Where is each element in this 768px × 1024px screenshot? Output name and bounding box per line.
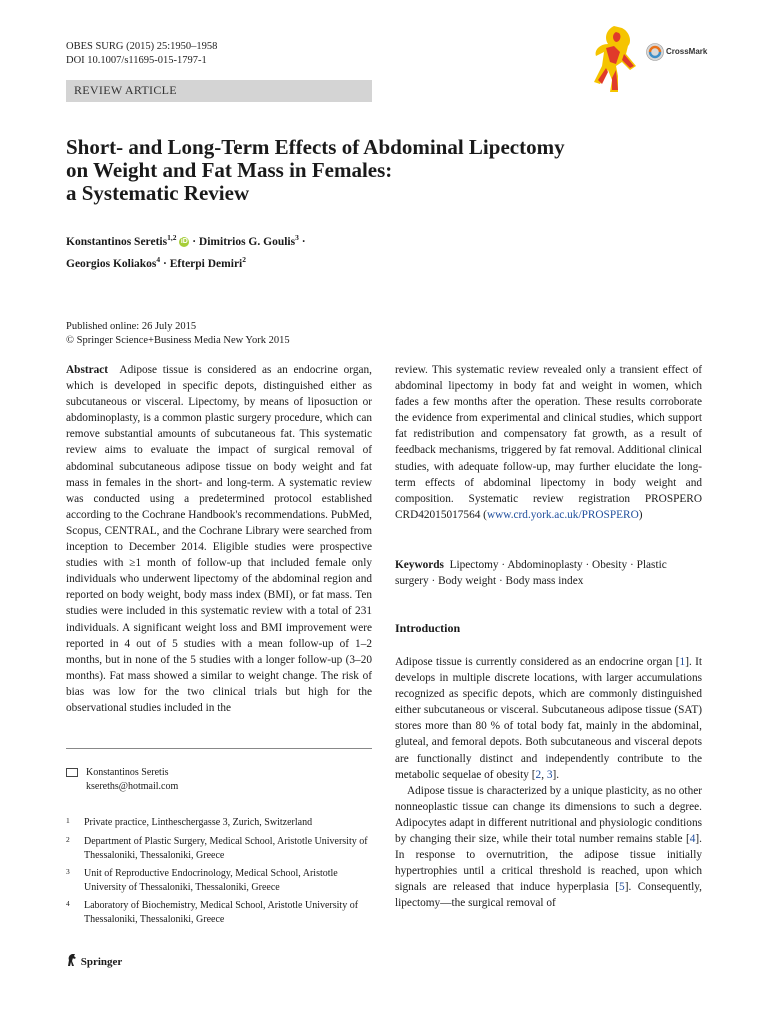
crossmark-icon [646,43,664,61]
springer-horse-icon [66,953,78,967]
intro-paragraph-1: Adipose tissue is currently considered as an endocrine organ [1]. It develops in multiple discrete locations, with larger accumulations recognized as specific depots, which are commonly distinguished either subcutaneous or visceral. Subcutaneous adipose tissue (SAT) stores more than 80 % of total body fat, mainly in the abdominal, gluteal, and femoral depots. Both subcutaneous and visceral depots are functionally distinct and independently contribute to the metabolic sequelae of obesity [2, 3]. [395,656,703,781]
footnote-divider [66,748,372,749]
doi: DOI 10.1007/s11695-015-1797-1 [66,55,207,66]
author-3[interactable]: Georgios Koliakos [66,257,157,270]
affiliation-2: 2 Department of Plastic Surgery, Medical School, Aristotle University of Thessaloniki, Thessaloniki, Greece [66,835,368,861]
keywords [395,557,702,589]
author-sep: · [189,235,199,248]
correspondence [66,766,372,793]
abstract-left-column [66,362,372,716]
author-2-affil: 3 [295,233,299,242]
abstract-text-right: review. This systematic review revealed only a transient effect of abdominal lipectomy in body fat and weight in women, which fades a few months after the operation. These results corroborate the evidence from experimental and clinical studies, which support fat redistribution and compensatory fat growth, as a result of feedback mechanisms, triggered by fat removal. Additional clinical studies, with adequate follow-up, may further elucidate the long-term effects of abdominal lipectomy in body weight and composition. Systematic review registration PROSPERO CRD42015017564 ( [395,364,702,521]
prospero-link[interactable]: www.crd.york.ac.uk/PROSPERO [486,508,639,521]
article-type-band [66,80,372,102]
ref-link[interactable]: 4 [689,833,696,846]
author-4-affil: 2 [242,254,246,264]
copyright: © Springer Science+Business Media New York 2015 [66,335,290,346]
author-list [66,229,486,273]
author-1-affil: 1,2 [167,233,177,242]
abstract-right-column [395,362,702,523]
publisher-name: Springer [80,956,123,968]
title-line-1: Short- and Long-Term Effects of Abdominal Lipectomy [66,135,565,159]
orcid-icon[interactable]: iD [180,238,188,246]
keywords-text: Lipectomy · Abdominoplasty · Obesity · Plastic surgery · Body weight · Body mass index [395,559,667,588]
author-4[interactable]: Efterpi Demiri [169,257,243,270]
author-sep: · [160,257,170,270]
affiliation-3: 3 Unit of Reproductive Endocrinology, Medical School, Aristotle University of Thessaloniki, Thessaloniki, Greece [66,867,338,893]
author-sep: · [298,235,306,248]
published-online: Published online: 26 July 2015 [66,321,197,332]
abstract-label: Abstract [66,364,109,376]
correspondence-name: Konstantinos Seretis [86,767,169,778]
title-line-3: a Systematic Review [66,181,250,205]
ref-link[interactable]: 2 [535,768,542,781]
ref-link[interactable]: 3 [546,768,553,781]
title-line-2: on Weight and Fat Mass in Females: [66,158,393,182]
publisher-logo [66,953,122,968]
introduction-heading: Introduction [395,621,461,635]
abstract-right-tail: ) [638,508,643,521]
ref-link[interactable]: 1 [679,656,686,668]
crossmark-badge[interactable] [646,42,706,62]
crossmark-label: CrossMark [666,47,708,56]
author-3-affil: 4 [156,254,161,264]
affiliation-1: 1 Private practice, Lintheschergasse 3, Zurich, Switzerland [66,816,313,828]
journal-citation: OBES SURG (2015) 25:1950–1958 [66,41,218,52]
article-title [66,136,666,205]
introduction-body [395,654,702,912]
intro-paragraph-2: Adipose tissue is characterized by a unique plasticity, as no other nonneoplastic tissue can change its dimensions to such a degree. Adipocytes adapt in different nutritional and physiologic conditions by changing their size, while their total number remains stable [4]. In response to overnutrition, the adipose tissue initially hypertrophies until a critical threshold is reached, upon which signals are released that induce hyperplasia [5]. Consequently, lipectomy—the surgical removal of [395,784,702,910]
correspondence-email[interactable]: ksereths@hotmail.com [86,780,179,792]
abstract-text-left: Adipose tissue is considered as an endocrine organ, which is developed in specific depots, distinguished either as subcutaneous or visceral. Lipectomy, by means of liposuction or abdominoplasty, is a common plastic surgery procedure, which can remove substantial amounts of subcutaneous fat. This systematic review aims to evaluate the impact of surgical removal of abdominal subcutaneous adipose tissue on body weight and fat mass in females in the short- and long-term. A systematic review was conducted using a predetermined protocol established according to the Cochrane Handbook's recommendations. PubMed, Scopus, CENTRAL, and the Cochrane Library were searched from inception to December 2014. Eligible studies were prospective studies with ≥1 month of follow-up that included female only individuals who underwent lipectomy of the abdominal region and reported on body weight, body mass index (BMI), or fat mass. Ten studies were included in this systematic review with a total of 231 individuals. A significant weight loss and BMI improvement were reported in 4 out of 5 studies with a mean follow-up of 1–2 months, but in none of the 5 studies with a longer follow-up (3–20 months). Fat mass showed a similar to weight change. The risk of bias was low for the two clinical trials but high for the observational studies included in the [66,364,372,714]
envelope-icon [66,768,78,777]
keywords-label: Keywords [395,559,444,571]
journal-logo-icon [586,22,642,96]
ref-link[interactable]: 5 [619,881,625,894]
journal-meta [66,40,217,68]
author-2[interactable]: Dimitrios G. Goulis [198,235,296,248]
affiliation-4: 4 Laboratory of Biochemistry, Medical School, Aristotle University of Thessaloniki, Thessaloniki, Greece [66,899,359,925]
article-type: REVIEW ARTICLE [74,83,177,97]
author-1[interactable]: Konstantinos Seretis [66,235,168,248]
publication-info [66,320,290,348]
